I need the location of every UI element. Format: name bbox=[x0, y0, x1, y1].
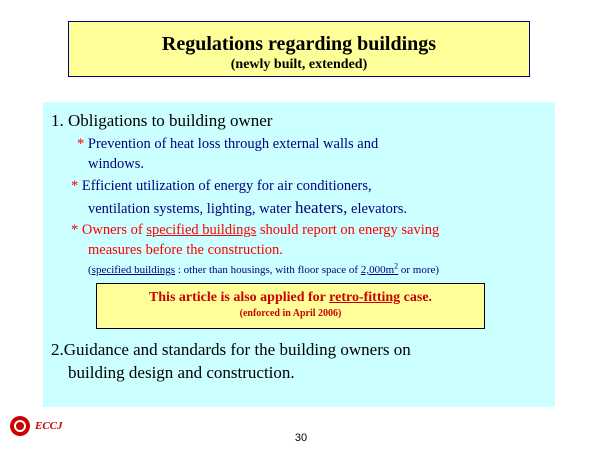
eccj-logo-icon bbox=[10, 416, 30, 436]
note-open: ( bbox=[88, 264, 92, 276]
bullet3-text-c: should report on energy saving bbox=[259, 222, 440, 238]
bullet2-line1 bbox=[71, 177, 372, 195]
note-term: specified buildings bbox=[91, 264, 176, 276]
retro-fitting-term: retro-fitting bbox=[329, 290, 401, 305]
note-value-sup: 2 bbox=[394, 261, 399, 271]
bullet3-text-a: Owners of bbox=[81, 222, 143, 238]
section2-line1: 2.Guidance and standards for the building owners on bbox=[51, 340, 411, 359]
note-value-number: 2,000m bbox=[360, 264, 395, 276]
bullet-marker: * bbox=[71, 178, 79, 194]
bullet2-text: Efficient utilization of energy for air conditioners, bbox=[81, 178, 372, 194]
section2-line2: building design and construction. bbox=[68, 363, 295, 382]
slide-subtitle: (newly built, extended) bbox=[230, 57, 368, 72]
bullet2-text-c: elevators. bbox=[351, 201, 407, 217]
article-text-a: This article is also applied for bbox=[148, 290, 330, 305]
article-main-text bbox=[97, 289, 484, 307]
section1-heading: 1. Obligations to building owner bbox=[51, 111, 273, 130]
bullet1-line2: windows. bbox=[88, 156, 144, 172]
note-end: or more) bbox=[398, 264, 440, 276]
bullet3-line1 bbox=[71, 221, 439, 239]
eccj-logo-text: ECCJ bbox=[35, 420, 63, 432]
article-enforced-date: (enforced in April 2006) bbox=[239, 308, 342, 319]
article-text-c: case. bbox=[400, 290, 433, 305]
title-box bbox=[68, 21, 530, 77]
bullet-marker: * bbox=[71, 222, 79, 238]
specified-buildings-note bbox=[88, 263, 439, 277]
note-text: : other than housings, with floor space of bbox=[175, 264, 361, 276]
note-value bbox=[360, 261, 399, 276]
bullet3-line2: measures before the construction. bbox=[88, 242, 283, 258]
article-callout bbox=[96, 283, 485, 329]
page-number: 30 bbox=[294, 432, 308, 444]
bullet-marker: * bbox=[77, 136, 85, 152]
bullet2-text-a: ventilation systems, lighting, water bbox=[88, 201, 292, 217]
eccj-logo bbox=[10, 416, 80, 438]
specified-buildings-term: specified buildings bbox=[146, 222, 257, 238]
bullet1-text: Prevention of heat loss through external walls and bbox=[87, 136, 379, 152]
bullet2-line2 bbox=[88, 199, 407, 218]
slide-title: Regulations regarding buildings bbox=[161, 33, 437, 55]
bullet2-text-heaters: heaters, bbox=[295, 198, 348, 217]
bullet1-line1 bbox=[77, 135, 378, 153]
